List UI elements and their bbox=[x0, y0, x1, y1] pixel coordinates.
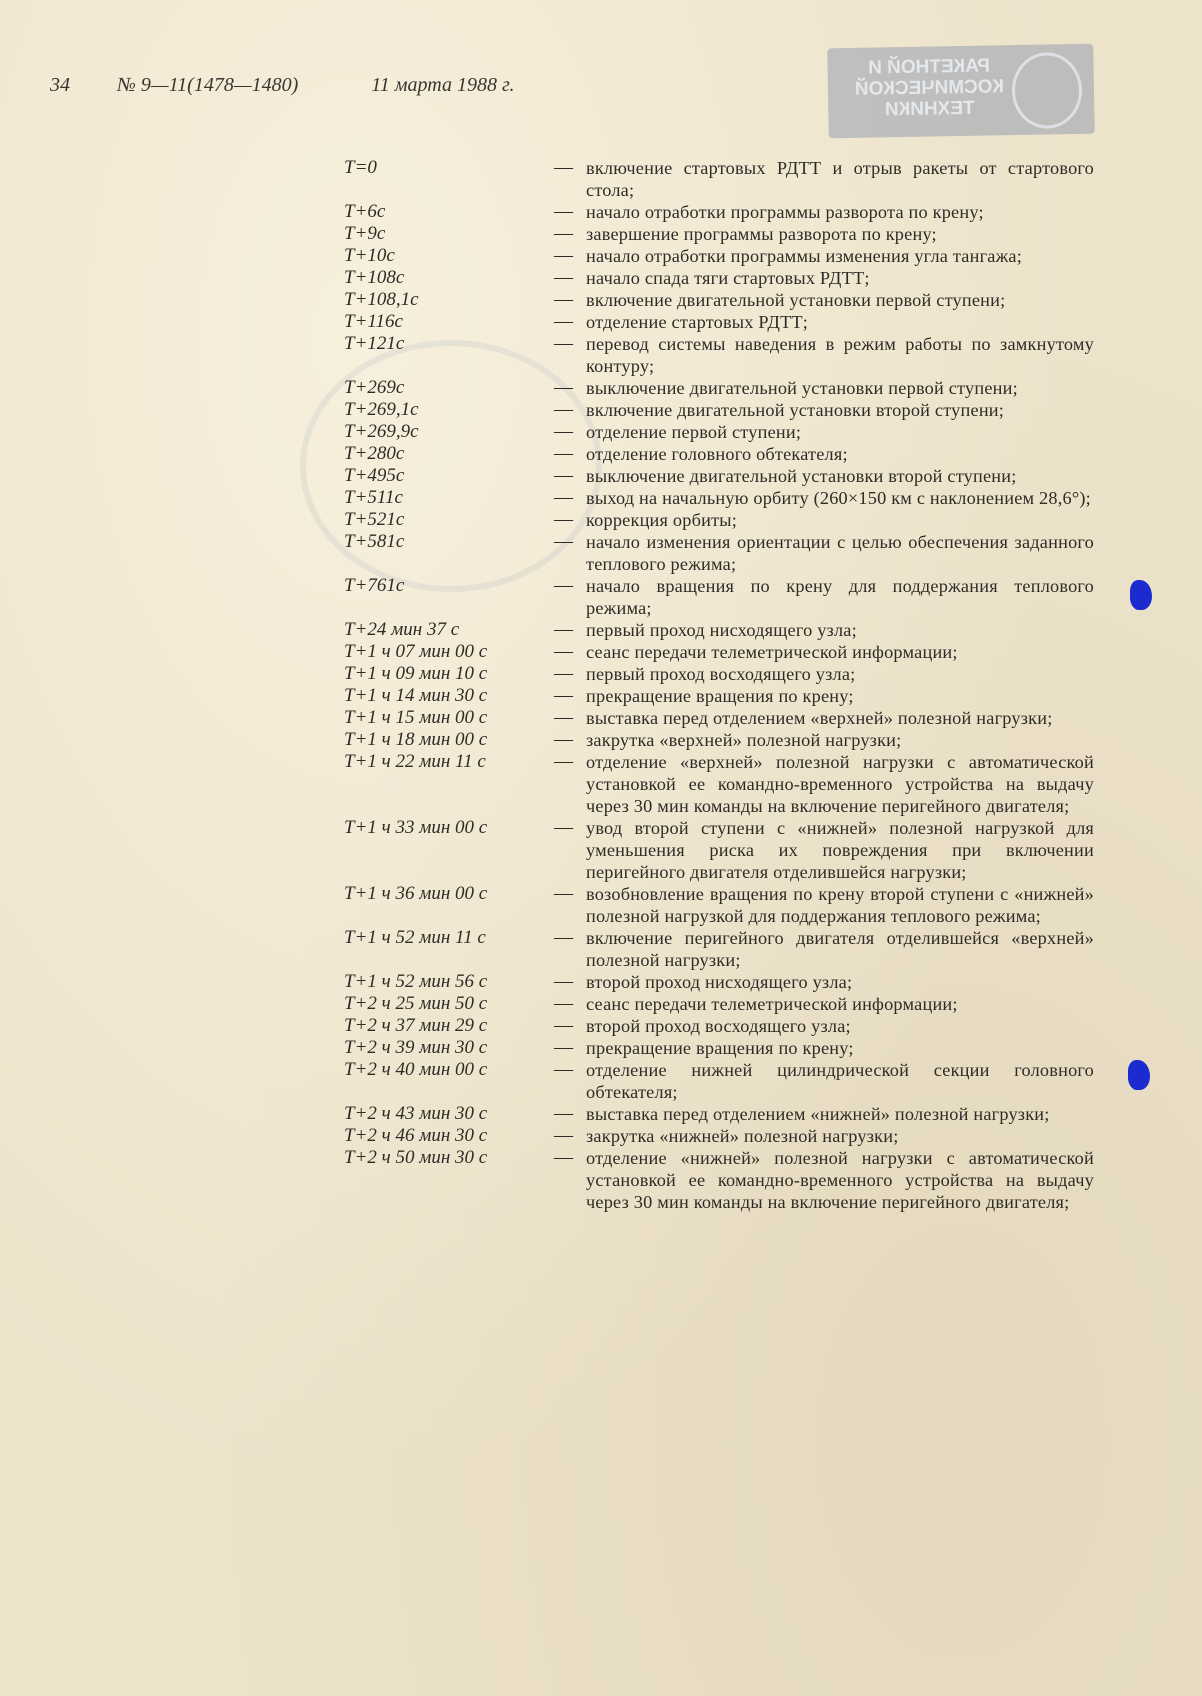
list-item bbox=[344, 1103, 1094, 1125]
list-item bbox=[344, 707, 1094, 729]
event-time: T+1 ч 14 мин 30 с bbox=[344, 685, 488, 706]
event-time: T+269с bbox=[344, 377, 405, 398]
event-time: T+1 ч 22 мин 11 с bbox=[344, 751, 486, 772]
dash-separator: — bbox=[554, 531, 573, 552]
dash-separator: — bbox=[554, 333, 573, 354]
dash-separator: — bbox=[554, 311, 573, 332]
dash-separator: — bbox=[554, 1037, 573, 1058]
dash-separator: — bbox=[554, 707, 573, 728]
dash-separator: — bbox=[554, 619, 573, 640]
event-time: T+495с bbox=[344, 465, 405, 486]
dash-separator: — bbox=[554, 729, 573, 750]
list-item bbox=[344, 289, 1094, 311]
dash-separator: — bbox=[554, 509, 573, 530]
flight-sequence-list bbox=[344, 157, 1094, 1213]
event-time: T+24 мин 37 с bbox=[344, 619, 460, 640]
event-description: прекращение вращения по крену; bbox=[586, 1038, 854, 1058]
event-time: T+2 ч 39 мин 30 с bbox=[344, 1037, 488, 1058]
event-time: T+9с bbox=[344, 223, 386, 244]
issue-number: № 9—11(1478—1480) bbox=[117, 74, 299, 96]
event-time: T+1 ч 07 мин 00 с bbox=[344, 641, 488, 662]
event-description: выставка перед отделением «нижней» полезной нагрузки; bbox=[586, 1104, 1050, 1124]
list-item bbox=[344, 531, 1094, 575]
dash-separator: — bbox=[554, 267, 573, 288]
event-description: выставка перед отделением «верхней» полезной нагрузки; bbox=[586, 708, 1053, 728]
list-item bbox=[344, 333, 1094, 377]
event-description: выключение двигательной установки второй ступени; bbox=[586, 466, 1017, 486]
list-item bbox=[344, 1125, 1094, 1147]
list-item bbox=[344, 575, 1094, 619]
ink-blot bbox=[1128, 1060, 1150, 1090]
list-item bbox=[344, 157, 1094, 201]
ink-blot bbox=[1130, 580, 1152, 610]
event-time: T+1 ч 52 мин 56 с bbox=[344, 971, 488, 992]
list-item bbox=[344, 927, 1094, 971]
list-item bbox=[344, 399, 1094, 421]
event-description: включение перигейного двигателя отделившейся «верхней» полезной нагрузки; bbox=[586, 928, 1094, 970]
event-description: отделение «нижней» полезной нагрузки с автоматической установкой ее командно-временного устройства на выдачу через 30 мин команды на включение перигейного двигателя; bbox=[586, 1148, 1094, 1212]
dash-separator: — bbox=[554, 993, 573, 1014]
event-description: включение стартовых РДТТ и отрыв ракеты от стартового стола; bbox=[586, 158, 1094, 200]
event-time: T+511с bbox=[344, 487, 403, 508]
list-item bbox=[344, 729, 1094, 751]
event-time: T+2 ч 43 мин 30 с bbox=[344, 1103, 488, 1124]
event-time: T+280с bbox=[344, 443, 405, 464]
event-description: выключение двигательной установки первой ступени; bbox=[586, 378, 1018, 398]
dash-separator: — bbox=[554, 575, 573, 596]
list-item bbox=[344, 1147, 1094, 1213]
event-description: отделение первой ступени; bbox=[586, 422, 802, 442]
event-time: T+108,1с bbox=[344, 289, 419, 310]
event-description: отделение стартовых РДТТ; bbox=[586, 312, 809, 332]
event-time: T+1 ч 18 мин 00 с bbox=[344, 729, 488, 750]
stamp-emblem-icon bbox=[1011, 52, 1082, 129]
event-description: второй проход восходящего узла; bbox=[586, 1016, 851, 1036]
event-description: отделение нижней цилиндрической секции головного обтекателя; bbox=[586, 1060, 1094, 1102]
event-time: T+581с bbox=[344, 531, 405, 552]
event-description: сеанс передачи телеметрической информации; bbox=[586, 642, 958, 662]
dash-separator: — bbox=[554, 751, 573, 772]
dash-separator: — bbox=[554, 289, 573, 310]
list-item bbox=[344, 201, 1094, 223]
dash-separator: — bbox=[554, 157, 573, 178]
event-description: начало изменения ориентации с целью обеспечения заданного теплового режима; bbox=[586, 532, 1094, 574]
dash-separator: — bbox=[554, 245, 573, 266]
dash-separator: — bbox=[554, 971, 573, 992]
event-time: T+1 ч 15 мин 00 с bbox=[344, 707, 488, 728]
event-description: сеанс передачи телеметрической информации; bbox=[586, 994, 958, 1014]
event-time: T+2 ч 25 мин 50 с bbox=[344, 993, 488, 1014]
list-item bbox=[344, 421, 1094, 443]
page-header bbox=[50, 74, 515, 97]
list-item bbox=[344, 1059, 1094, 1103]
dash-separator: — bbox=[554, 1125, 573, 1146]
dash-separator: — bbox=[554, 663, 573, 684]
dash-separator: — bbox=[554, 377, 573, 398]
event-time: T+2 ч 50 мин 30 с bbox=[344, 1147, 488, 1168]
event-time: T=0 bbox=[344, 157, 377, 178]
event-time: T+2 ч 46 мин 30 с bbox=[344, 1125, 488, 1146]
event-time: T+2 ч 37 мин 29 с bbox=[344, 1015, 488, 1036]
list-item bbox=[344, 245, 1094, 267]
event-description: первый проход восходящего узла; bbox=[586, 664, 856, 684]
list-item bbox=[344, 267, 1094, 289]
list-item bbox=[344, 465, 1094, 487]
event-time: T+108с bbox=[344, 267, 405, 288]
event-description: начало вращения по крену для поддержания теплового режима; bbox=[586, 576, 1094, 618]
list-item bbox=[344, 311, 1094, 333]
event-time: T+121с bbox=[344, 333, 405, 354]
event-description: отделение «верхней» полезной нагрузки с автоматической установкой ее командно-временного устройства на выдачу через 30 мин команды на включение перигейного двигателя; bbox=[586, 752, 1094, 816]
event-description: включение двигательной установки первой ступени; bbox=[586, 290, 1006, 310]
dash-separator: — bbox=[554, 883, 573, 904]
list-item bbox=[344, 993, 1094, 1015]
event-description: отделение головного обтекателя; bbox=[586, 444, 848, 464]
dash-separator: — bbox=[554, 223, 573, 244]
dash-separator: — bbox=[554, 927, 573, 948]
list-item bbox=[344, 663, 1094, 685]
event-time: T+116с bbox=[344, 311, 403, 332]
issue-date: 11 марта 1988 г. bbox=[371, 74, 515, 96]
event-description: выход на начальную орбиту (260×150 км с наклонением 28,6°); bbox=[586, 488, 1091, 508]
list-item bbox=[344, 443, 1094, 465]
list-item bbox=[344, 971, 1094, 993]
event-time: T+1 ч 09 мин 10 с bbox=[344, 663, 488, 684]
page-number: 34 bbox=[50, 74, 70, 96]
stamp-text: РАКЕТНОЙ И КОСМИЧЕСКОЙ ТЕХНИКИ bbox=[854, 55, 1005, 121]
list-item bbox=[344, 883, 1094, 927]
event-description: завершение программы разворота по крену; bbox=[586, 224, 937, 244]
event-time: T+2 ч 40 мин 00 с bbox=[344, 1059, 488, 1080]
event-description: перевод системы наведения в режим работы по замкнутому контуру; bbox=[586, 334, 1094, 376]
event-time: T+1 ч 52 мин 11 с bbox=[344, 927, 486, 948]
event-time: T+10с bbox=[344, 245, 395, 266]
event-description: начало спада тяги стартовых РДТТ; bbox=[586, 268, 870, 288]
dash-separator: — bbox=[554, 1015, 573, 1036]
event-time: T+521с bbox=[344, 509, 405, 530]
list-item bbox=[344, 641, 1094, 663]
dash-separator: — bbox=[554, 1103, 573, 1124]
dash-separator: — bbox=[554, 487, 573, 508]
list-item bbox=[344, 377, 1094, 399]
list-item bbox=[344, 487, 1094, 509]
event-description: возобновление вращения по крену второй ступени с «нижней» полезной нагрузкой для поддержания теплового режима; bbox=[586, 884, 1094, 926]
dash-separator: — bbox=[554, 817, 573, 838]
list-item bbox=[344, 619, 1094, 641]
event-time: T+1 ч 36 мин 00 с bbox=[344, 883, 488, 904]
event-time: T+1 ч 33 мин 00 с bbox=[344, 817, 488, 838]
event-description: начало отработки программы разворота по крену; bbox=[586, 202, 984, 222]
event-time: T+269,9с bbox=[344, 421, 419, 442]
dash-separator: — bbox=[554, 421, 573, 442]
event-description: коррекция орбиты; bbox=[586, 510, 738, 530]
list-item bbox=[344, 1015, 1094, 1037]
event-description: второй проход нисходящего узла; bbox=[586, 972, 853, 992]
list-item bbox=[344, 685, 1094, 707]
list-item bbox=[344, 1037, 1094, 1059]
event-description: включение двигательной установки второй ступени; bbox=[586, 400, 1005, 420]
list-item bbox=[344, 817, 1094, 883]
event-description: закрутка «верхней» полезной нагрузки; bbox=[586, 730, 902, 750]
dash-separator: — bbox=[554, 399, 573, 420]
event-description: увод второй ступени с «нижней» полезной нагрузкой для уменьшения риска их повреждения при включении перигейного двигателя отделившейся нагрузки; bbox=[586, 818, 1094, 882]
dash-separator: — bbox=[554, 1147, 573, 1168]
dash-separator: — bbox=[554, 465, 573, 486]
event-time: T+761с bbox=[344, 575, 405, 596]
event-description: начало отработки программы изменения угла тангажа; bbox=[586, 246, 1023, 266]
library-stamp bbox=[827, 44, 1095, 139]
dash-separator: — bbox=[554, 443, 573, 464]
dash-separator: — bbox=[554, 685, 573, 706]
event-time: T+269,1с bbox=[344, 399, 419, 420]
dash-separator: — bbox=[554, 1059, 573, 1080]
list-item bbox=[344, 751, 1094, 817]
event-time: T+6с bbox=[344, 201, 386, 222]
list-item bbox=[344, 223, 1094, 245]
list-item bbox=[344, 509, 1094, 531]
dash-separator: — bbox=[554, 201, 573, 222]
event-description: закрутка «нижней» полезной нагрузки; bbox=[586, 1126, 899, 1146]
dash-separator: — bbox=[554, 641, 573, 662]
event-description: первый проход нисходящего узла; bbox=[586, 620, 857, 640]
event-description: прекращение вращения по крену; bbox=[586, 686, 854, 706]
